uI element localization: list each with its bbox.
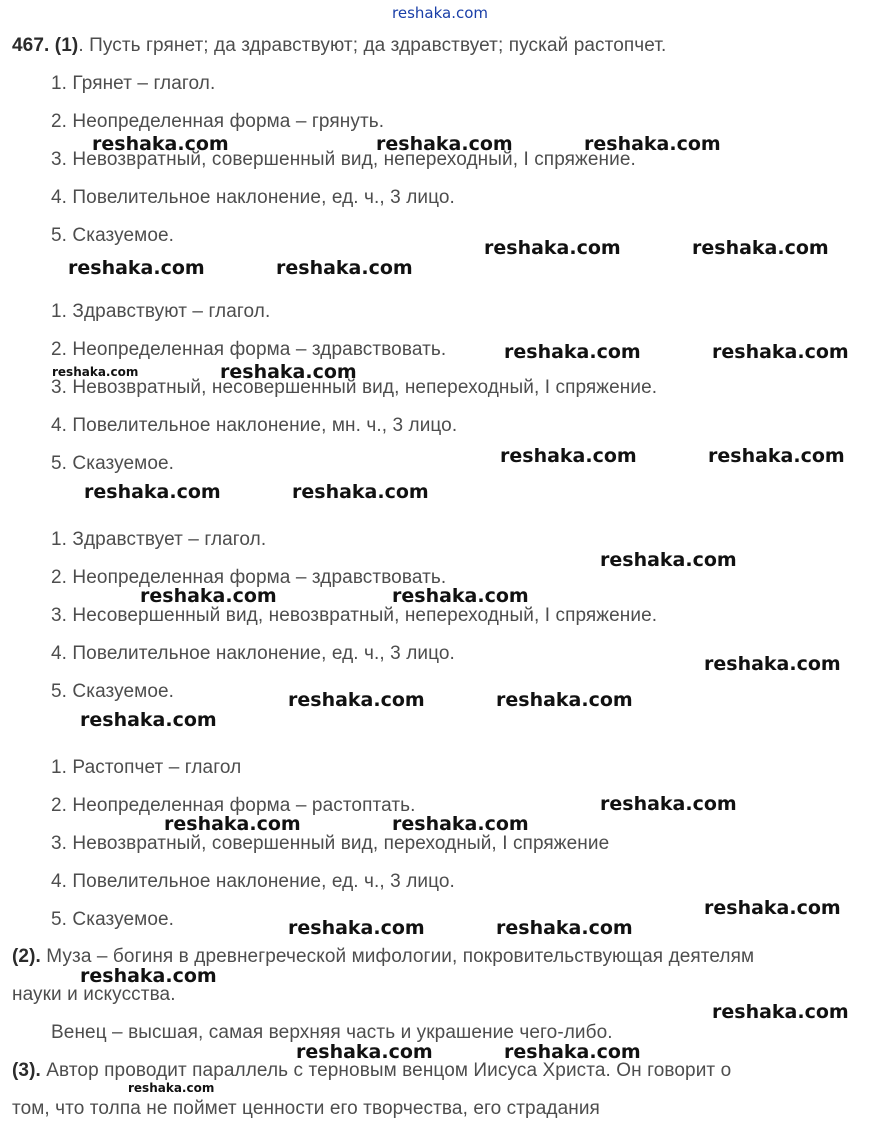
list-item: 5. Сказуемое. [51,453,175,474]
part3-line-2: том, что толпа не поймет ценности его творчества, его страдания [12,1098,600,1119]
exercise-number: 467. [12,35,50,56]
list-item: 3. Несовершенный вид, невозвратный, непереходный, I спряжение. [51,605,658,626]
watermark: reshaka.com [584,133,721,155]
watermark: reshaka.com [128,1081,215,1095]
watermark: reshaka.com [496,689,633,711]
watermark: reshaka.com [708,445,845,467]
list-item: 5. Сказуемое. [51,909,175,930]
list-item: 3. Невозвратный, совершенный вид, непереходный, I спряжение. [51,149,636,170]
watermark: reshaka.com [288,689,425,711]
watermark: reshaka.com [276,257,413,279]
watermark: reshaka.com [712,341,849,363]
watermark: reshaka.com [496,917,633,939]
watermark: reshaka.com [392,585,529,607]
list-item: 2. Неопределенная форма – здравствовать. [51,567,447,588]
part3-text-1: Автор проводит параллель с терновым венцом Иисуса Христа. Он говорит о [40,1060,732,1081]
watermark: reshaka.com [68,257,205,279]
list-item: 4. Повелительное наклонение, ед. ч., 3 лицо. [51,871,455,892]
part3-label: (3). [12,1060,41,1081]
list-item: 5. Сказуемое. [51,225,175,246]
watermark: reshaka.com [600,549,737,571]
watermark: reshaka.com [704,897,841,919]
watermark: reshaka.com [84,481,221,503]
watermark: reshaka.com [376,133,513,155]
watermark: reshaka.com [392,813,529,835]
list-item: 2. Неопределенная форма – растоптать. [51,795,416,816]
part3-line-1 [12,1060,731,1082]
watermark: reshaka.com [80,709,217,731]
part1-label: (1) [54,35,79,56]
watermark: reshaka.com [504,341,641,363]
part2-line-2: науки и искусства. [12,984,176,1005]
list-item: 4. Повелительное наклонение, мн. ч., 3 лицо. [51,415,458,436]
watermark: reshaka.com [292,481,429,503]
part2-venets: Венец – высшая, самая верхняя часть и украшение чего-либо. [51,1022,613,1043]
list-item: 1. Грянет – глагол. [51,73,216,94]
watermark: reshaka.com [288,917,425,939]
list-item: 5. Сказуемое. [51,681,175,702]
watermark: reshaka.com [92,133,229,155]
list-item: 4. Повелительное наклонение, ед. ч., 3 лицо. [51,643,455,664]
watermark: reshaka.com [704,653,841,675]
watermark: reshaka.com [692,237,829,259]
watermark: reshaka.com [80,965,217,987]
list-item: 3. Невозвратный, несовершенный вид, непереходный, I спряжение. [51,377,658,398]
watermark: reshaka.com [220,361,357,383]
watermark: reshaka.com [500,445,637,467]
list-item: 1. Растопчет – глагол [51,757,242,778]
watermark: reshaka.com [140,585,277,607]
part2-text-1: Муза – богиня в древнегреческой мифологии, покровительствующая деятелям [40,946,755,967]
header-site-label: reshaka.com [392,4,488,22]
list-item: 4. Повелительное наклонение, ед. ч., 3 лицо. [51,187,455,208]
watermark: reshaka.com [164,813,301,835]
watermark: reshaka.com [484,237,621,259]
list-item: 1. Здравствует – глагол. [51,529,267,550]
watermark: reshaka.com [296,1041,433,1063]
list-item: 1. Здравствуют – глагол. [51,301,271,322]
part1-intro: . Пусть грянет; да здравствуют; да здравствует; пускай растопчет. [78,35,667,56]
watermark: reshaka.com [712,1001,849,1023]
watermark: reshaka.com [504,1041,641,1063]
exercise-title-line [12,35,666,57]
list-item: 2. Неопределенная форма – грянуть. [51,111,385,132]
watermark: reshaka.com [600,793,737,815]
part2-label: (2). [12,946,41,967]
watermark: reshaka.com [52,365,139,379]
list-item: 2. Неопределенная форма – здравствовать. [51,339,447,360]
list-item: 3. Невозвратный, совершенный вид, переходный, I спряжение [51,833,610,854]
